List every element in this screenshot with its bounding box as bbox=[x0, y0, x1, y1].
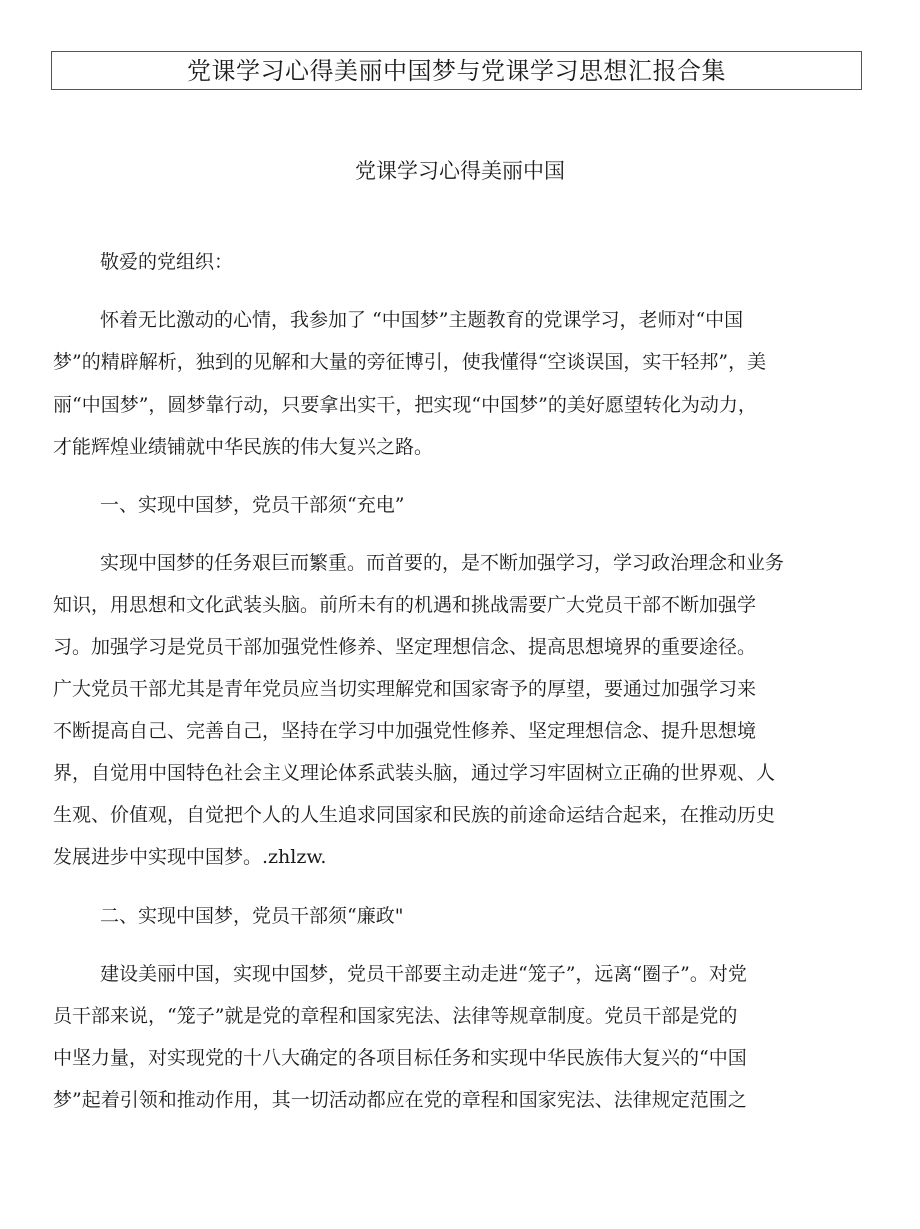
paragraph-3-line-1: 建设美丽中国，实现中国梦，党员干部要主动走进“笼子”，远离“圈子”。对党 bbox=[100, 963, 747, 985]
salutation: 敬爱的党组织： bbox=[100, 251, 234, 273]
paragraph-2-line-1: 实现中国梦的任务艰巨而繁重。而首要的，是不断加强学习，学习政治理念和业务 bbox=[100, 552, 785, 574]
paragraph-1-line-3: 丽“中国梦”，圆梦靠行动，只要拿出实干，把实现“中国梦”的美好愿望转化为动力， bbox=[53, 394, 757, 416]
document-title-box bbox=[51, 51, 862, 90]
section-heading-1: 一、实现中国梦，党员干部须“充电” bbox=[100, 494, 405, 516]
paragraph-2-line-7: 生观、价值观，自觉把个人的人生追求同国家和民族的前途命运结合起来，在推动历史 bbox=[53, 804, 776, 826]
paragraph-2-line-6: 界，自觉用中国特色社会主义理论体系武装头脑，通过学习牢固树立正确的世界观、人 bbox=[53, 762, 776, 784]
document-title: 党课学习心得美丽中国梦与党课学习思想汇报合集 bbox=[187, 56, 726, 85]
paragraph-2-line-5: 不断提高自己、完善自己，坚持在学习中加强党性修养、坚定理想信念、提升思想境 bbox=[53, 720, 757, 742]
paragraph-2-line-8: 发展进步中实现中国梦。.zhlzw. bbox=[53, 846, 327, 868]
paragraph-3-line-4: 梦”起着引领和推动作用，其一切活动都应在党的章程和国家宪法、法律规定范围之 bbox=[53, 1089, 747, 1111]
paragraph-1-line-1: 怀着无比激动的心情，我参加了 “中国梦”主题教育的党课学习，老师对“中国 bbox=[100, 309, 744, 331]
paragraph-3-line-3: 中坚力量，对实现党的十八大确定的各项目标任务和实现中华民族伟大复兴的“中国 bbox=[53, 1047, 747, 1069]
section-heading-2: 二、实现中国梦，党员干部须“廉政" bbox=[100, 905, 404, 927]
paragraph-2-line-3: 习。加强学习是党员干部加强党性修养、坚定理想信念、提高思想境界的重要途径。 bbox=[53, 636, 757, 658]
paragraph-2-line-2: 知识，用思想和文化武装头脑。前所未有的机遇和挑战需要广大党员干部不断加强学 bbox=[53, 594, 757, 616]
paragraph-1-line-4: 才能辉煌业绩铺就中华民族的伟大复兴之路。 bbox=[53, 436, 434, 458]
paragraph-2-line-4: 广大党员干部尤其是青年党员应当切实理解党和国家寄予的厚望，要通过加强学习来 bbox=[53, 678, 757, 700]
paragraph-1-line-2: 梦”的精辟解析，独到的见解和大量的旁征博引，使我懂得“空谈误国，实干轻邦”，美 bbox=[53, 351, 767, 373]
paragraph-3-line-2: 员干部来说，“笼子”就是党的章程和国家宪法、法律等规章制度。党员干部是党的 bbox=[53, 1005, 738, 1027]
document-subtitle: 党课学习心得美丽中国 bbox=[355, 159, 565, 183]
